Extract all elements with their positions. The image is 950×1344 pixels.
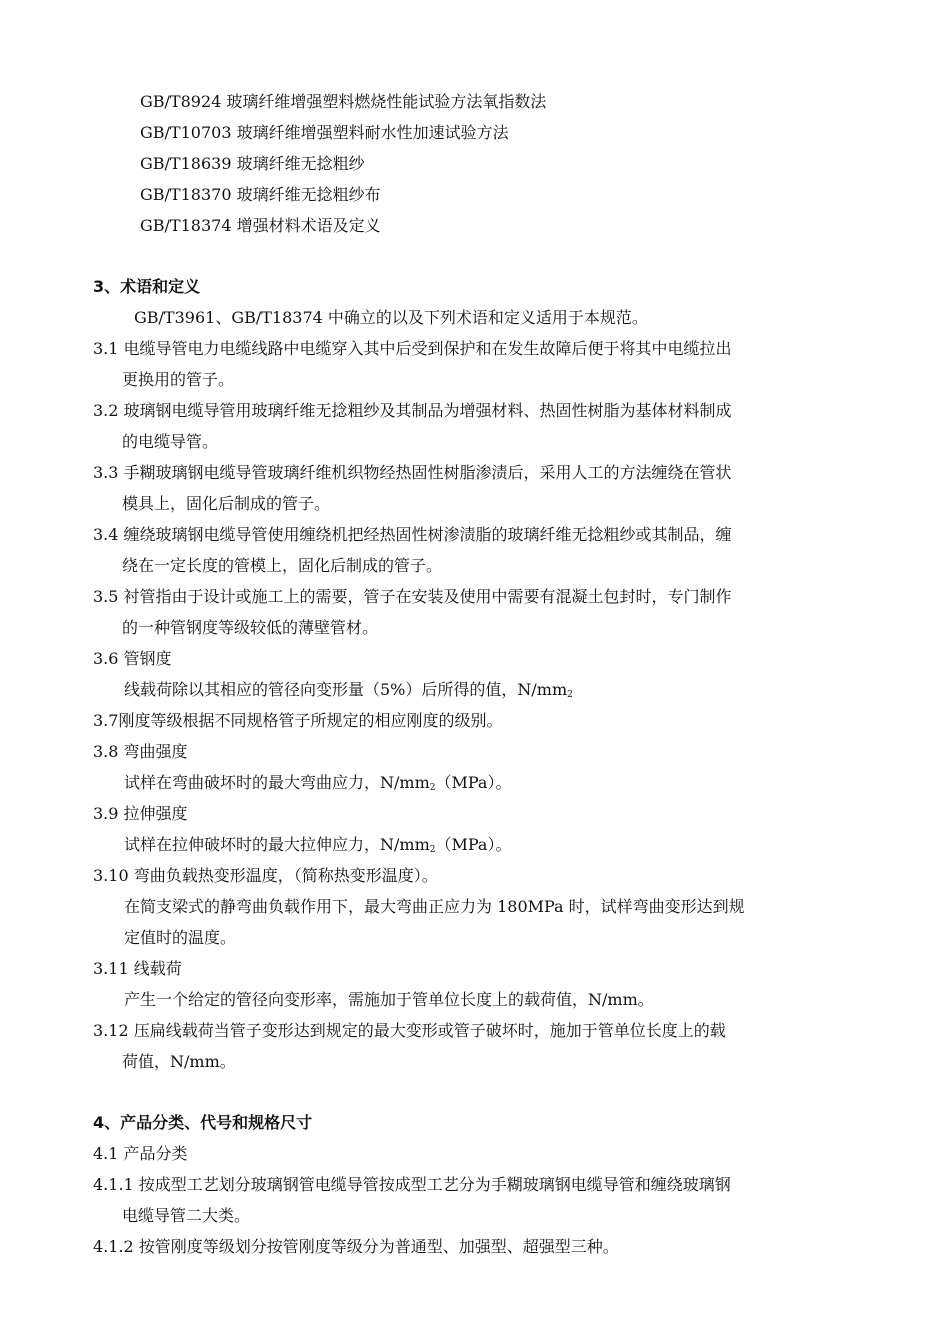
term-3-1-line: 3.1 电缆导管电力电缆线路中电缆穿入其中后受到保护和在发生故障后便于将其中电缆拉出 [93, 339, 732, 358]
term-3-12 [93, 1015, 858, 1077]
clause-4-1-1 [93, 1169, 858, 1231]
term-3-4-line: 3.4 缠绕玻璃钢电缆导管使用缠绕机把经热固性树渗渍脂的玻璃纤维无捻粗纱或其制品，缠 [93, 525, 732, 544]
term-3-10-title: 3.10 弯曲负载热变形温度，（简称热变形温度）。 [93, 866, 438, 885]
term-3-4-line: 绕在一定长度的管模上，固化后制成的管子。 [122, 556, 443, 575]
term-3-6-definition [124, 674, 573, 709]
term-3-5-line: 的一种管钢度等级较低的薄壁管材。 [122, 618, 379, 637]
term-3-8-definition [124, 767, 511, 802]
term-3-8-title: 3.8 弯曲强度 [93, 742, 188, 761]
term-3-5-line: 3.5 衬管指由于设计或施工上的需要，管子在安装及使用中需要有混凝土包封时，专门制作 [93, 587, 732, 606]
term-3-11-title: 3.11 线载荷 [93, 959, 182, 978]
term-3-1-line: 更换用的管子。 [122, 370, 235, 389]
reference-item: GB/T18639 玻璃纤维无捻粗纱 [140, 154, 365, 173]
clause-4-1-1-line: 4.1.1 按成型工艺划分玻璃钢管电缆导管按成型工艺分为手糊玻璃钢电缆导管和缠绕玻璃钢 [93, 1175, 731, 1194]
term-3-2 [93, 395, 858, 457]
term-3-2-line: 的电缆导管。 [122, 432, 219, 451]
clause-4-1-2: 4.1.2 按管刚度等级划分按管刚度等级分为普通型、加强型、超强型三种。 [93, 1237, 619, 1256]
term-3-12-line: 3.12 压扁线载荷当管子变形达到规定的最大变形或管子破坏时，施加于管单位长度上的载 [93, 1021, 726, 1040]
term-3-1 [93, 333, 858, 395]
term-3-11-definition: 产生一个给定的管径向变形率，需施加于管单位长度上的载荷值，N/mm。 [124, 990, 654, 1009]
term-3-8-unit: （MPa）。 [435, 773, 512, 792]
reference-item: GB/T10703 玻璃纤维增强塑料耐水性加速试验方法 [140, 123, 509, 142]
reference-item: GB/T8924 玻璃纤维增强塑料燃烧性能试验方法氧指数法 [140, 92, 547, 111]
term-3-4 [93, 519, 858, 581]
section-3-heading: 3、术语和定义 [93, 277, 201, 296]
term-3-10-definition-line: 在简支梁式的静弯曲负载作用下，最大弯曲正应力为 180MPa 时，试样弯曲变形达到规 [124, 897, 745, 916]
reference-item: GB/T18374 增强材料术语及定义 [140, 216, 381, 235]
term-3-12-line: 荷值，N/mm。 [122, 1052, 236, 1071]
clause-4-1-1-line: 电缆导管二大类。 [122, 1206, 251, 1225]
clause-4-1: 4.1 产品分类 [93, 1144, 188, 1163]
term-3-3-line: 3.3 手糊玻璃钢电缆导管玻璃纤维机织物经热固性树脂渗渍后，采用人工的方法缠绕在管状 [93, 463, 732, 482]
term-3-3-line: 模具上，固化后制成的管子。 [122, 494, 331, 513]
section-3-intro: GB/T3961、GB/T18374 中确立的以及下列术语和定义适用于本规范。 [134, 308, 648, 327]
term-3-5 [93, 581, 858, 643]
unit-exponent: 2 [429, 845, 436, 855]
term-3-9-definition [124, 829, 511, 864]
term-3-3 [93, 457, 858, 519]
term-3-10-definition-line: 定值时的温度。 [124, 928, 237, 947]
term-3-6-title: 3.6 管钢度 [93, 649, 172, 668]
term-3-9-unit: （MPa）。 [435, 835, 512, 854]
term-3-8-text: 试样在弯曲破坏时的最大弯曲应力，N/mm [124, 773, 430, 792]
unit-exponent: 2 [567, 690, 573, 700]
term-3-2-line: 3.2 玻璃钢电缆导管用玻璃纤维无捻粗纱及其制品为增强材料、热固性树脂为基体材料制成 [93, 401, 732, 420]
unit-exponent: 2 [429, 783, 436, 793]
term-3-9-text: 试样在拉伸破坏时的最大拉伸应力，N/mm [124, 835, 430, 854]
normative-references-list [140, 86, 950, 241]
reference-item: GB/T18370 玻璃纤维无捻粗纱布 [140, 185, 381, 204]
term-3-7: 3.7刚度等级根据不同规格管子所规定的相应刚度的级别。 [93, 711, 503, 730]
term-3-6-text: 线载荷除以其相应的管径向变形量（5%）后所得的值，N/mm [124, 680, 568, 699]
section-4-heading: 4、产品分类、代号和规格尺寸 [93, 1113, 313, 1132]
term-3-9-title: 3.9 拉伸强度 [93, 804, 188, 823]
